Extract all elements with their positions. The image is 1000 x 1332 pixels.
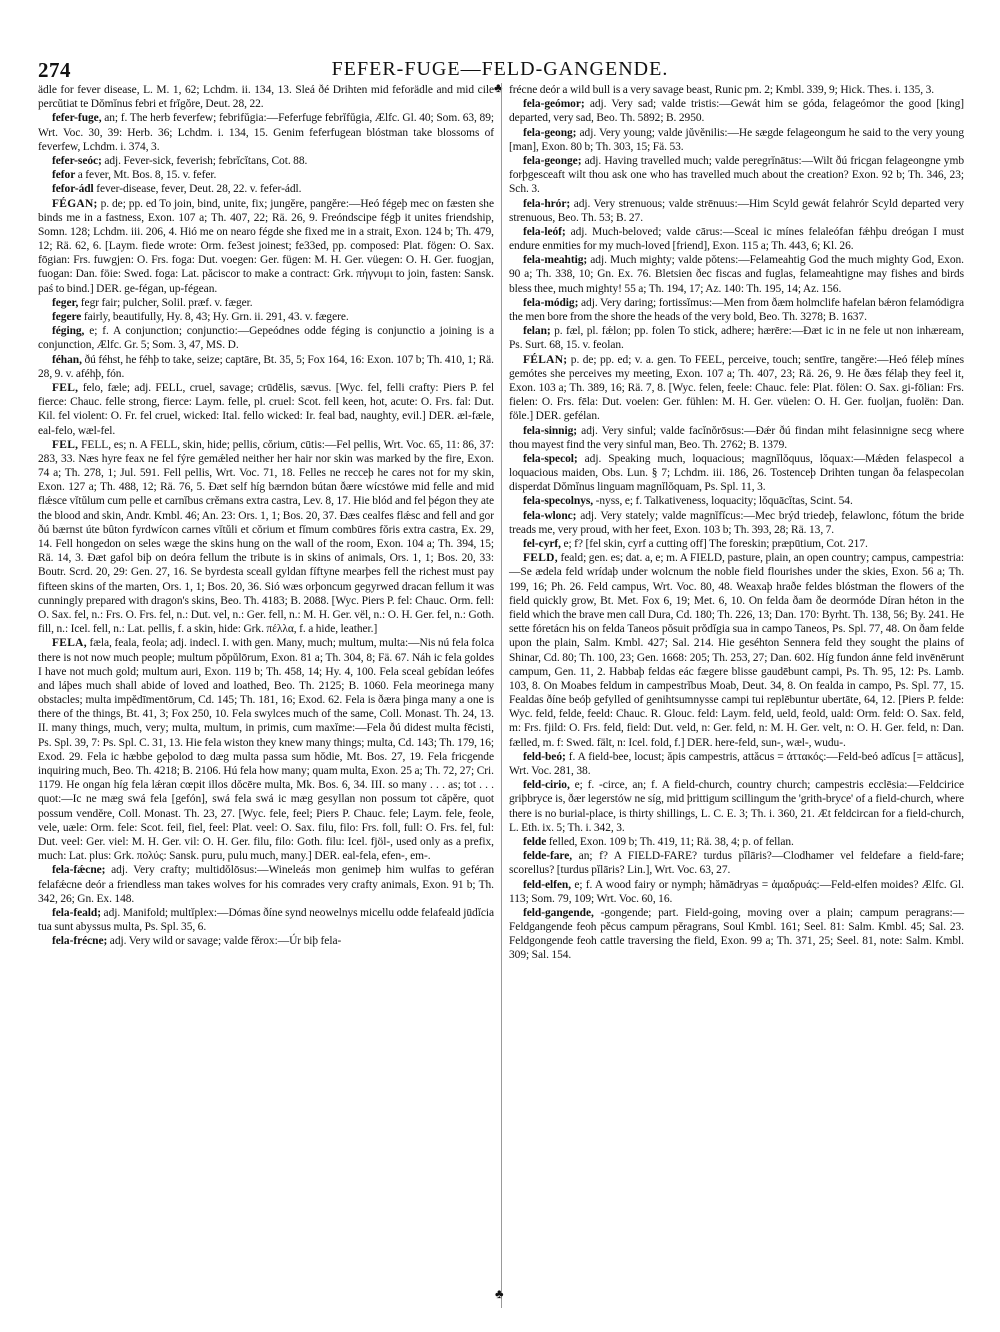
dictionary-entry xyxy=(38,934,494,948)
entry-definition: adj. Fever-sick, feverish; febrĭcĭtans, Cot. 88. xyxy=(104,154,308,167)
dictionary-entry xyxy=(38,182,494,196)
entry-definition: -nyss, e; f. Talkativeness, loquacity; lŏquācĭtas, Scint. 54. xyxy=(595,495,853,508)
entry-headword: FEL, xyxy=(52,438,79,451)
entry-headword: feld-cirio, xyxy=(523,779,570,792)
dictionary-entry xyxy=(38,83,494,111)
dictionary-entry xyxy=(38,168,494,182)
dictionary-entry xyxy=(38,353,494,381)
entry-headword: fel-cyrf, xyxy=(523,538,561,550)
entry-headword: fela-specol; xyxy=(523,452,578,465)
entry-definition: ädle for fever disease, L. M. 1, 62; Lchdm. ii. 134, 13. Sleá ðé Drihten mid feforädle and mid cile percŭtiat te Dŏmĭnus febri et frĭgŏre, Deut. 28, 22. xyxy=(38,84,494,111)
entry-definition: -gongende; part. Field-going, moving over a plain; campum peragrans:—Feldgangende feoh pĕcus campum pĕragrans, Soul Kmbl. 161; Seel. 81: Salm. Kmbl. 45; Sal. 23. Feldgongende feoh cattle traversing the field, Exon. 99 a; Th. 371, 25; Seel. 81, note: Salm. Kmbl. 309; Sal. 154. xyxy=(509,906,965,962)
entry-headword: fefor xyxy=(52,169,76,182)
dictionary-entry xyxy=(509,353,964,424)
entry-headword: fela-meahtig; xyxy=(523,254,588,267)
entry-definition: FELL, es; n. A FELL, skin, hide; pellis, cŏrium, cūtis:—Fel pellis, Wrt. Voc. 65, 11: 86, 37: 283, 33. Næs hyre feax ne fel fýre gemǽled neither her hair nor skin was marked by the fire, Exon. 74 a; Th. 278, 1; Jul. 591. Fell pellis, Wrt. Voc. 71, 18. Felles ne recceþ he cares not for my skin, Exon. 127 a; Th. 488, 12; Rä. 76, 5. Ðæt self híg bærndon bútan ðære wícstówe mid felle and mid flǽsce vĭtŭlum cum pelle et carnĭbus crĕmans extra castra, Lev. 8, 17. Hie blód and fel þégon they ate the blood and skin, Andr. Kmbl. 46; An. 23: Ors. 1, 1; Bos. 20, 37. Ðæs cealfes flǽsc and fell and gor ðú bærnst úte bûton fyrdwícon carnes vĭtŭli et cŏrium et fĭmum combūres fŏris extra castra, Ex. 29, 14. Fell hongedon on seles wæge the skins hung on the wall of the room, Exon. 104 a; Th. 394, 15; Rä. 14, 3. Ðæt gafol biþ on deóra fellum the tribute is in skins of animals, Ors. 1, 1; Bos. 20, 33: Boutr. Scrd. 20, 29: Gen. 27, 16. Se byrdesta sceall gyldan fíftyne mearþes fell the richest must pay fifteen skins of the marten, Ors. 1, 1; Bos. 20, 36. Sió wæs orþoncum gegyrwed dracan fellum it was cunningly prepared with dragon's skins, Beo. Th. 4183; B. 2088. [Wyc. Piers P. fel: Chauc. Orm. fell: O. Sax. fel, n.: Frs. O. Frs. fel, n.: Dut. vel, n.: Ger. fell, n.: M. H. Ger. vël, n.: O. H. Ger. fel, n.: Goth. fill, n.: Icel. fell, n.: Lat. pellis, f. a skin, hide: Grk. πέλλα, f. a hide, leather.] xyxy=(38,438,494,636)
entry-headword: fela-feald; xyxy=(52,906,101,919)
page-number: 274 xyxy=(38,58,71,82)
entry-definition: f. A field-bee, locust; ăpis campestris, attăcus = ἀττακός:—Feld-beó adĭcus [= attăcus], Wrt. Voc. 281, 38. xyxy=(509,750,964,777)
entry-headword: fela-fǽcne; xyxy=(52,864,106,877)
entry-headword: féging, xyxy=(52,325,85,338)
entry-definition: adj. Manifold; multĭplex:—Dómas ðíne synd neowelnys micellu odde felafeald jūdĭcia tua sunt abyssus multa, Ps. Spl. 35, 6. xyxy=(38,906,494,934)
dictionary-entry xyxy=(509,83,964,97)
entry-headword: fefer-seóc; xyxy=(52,154,102,167)
entry-definition: adj. Speaking much, loquacious; magnĭlŏquus, lŏquax:—Mǽden felaspecol a loquacious maiden, Obs. Lun. § 7; Lchdm. iii. 186, 26. Tostenceþ Drihten tungan ða felaspecolan disperdat Dŏmĭnus linguam magnĭlŏquam, Ps. Spl. 11, 3. xyxy=(509,452,964,494)
entry-headword: feld-gangende, xyxy=(523,906,594,919)
left-column xyxy=(38,83,494,948)
dictionary-entry xyxy=(38,863,494,906)
dictionary-entry xyxy=(509,906,964,963)
entry-headword: fefor-ádl xyxy=(52,183,94,196)
dictionary-entry xyxy=(509,452,964,495)
dictionary-entry xyxy=(38,636,494,863)
running-head: FEFER-FUGE—FELD-GANGENDE. xyxy=(331,58,669,80)
entry-definition: fairly, beautifully, Hy. 8, 43; Hy. Grn. ii. 291, 43. v. fægere. xyxy=(83,311,349,323)
entry-headword: FÉGAN; xyxy=(52,197,98,210)
dictionary-entry xyxy=(38,381,494,438)
entry-definition: adj. Very stately; valde magnĭfĭcus:—Mec brýd triedeþ, felawlonc, fótum the bride treads me, very proud, with her feet, Exon. 103 b; Th. 393, 28; Rä. 13, 7. xyxy=(509,509,964,536)
entry-headword: FÉLAN; xyxy=(523,353,568,366)
dictionary-entry xyxy=(38,906,494,934)
column-ornament-icon: ♣ xyxy=(494,80,503,95)
entry-headword: FELA, xyxy=(52,637,87,650)
entry-definition: fegr fair; pulcher, Solil. præf. v. fæger. xyxy=(80,296,253,309)
entry-definition: adj. Very strenuous; valde strēnuus:—Him Scyld gewát felahrór Scyld departed very strenuous, Beo. Th. 53; B. 27. xyxy=(509,197,964,224)
dictionary-entry xyxy=(38,197,494,296)
right-column xyxy=(509,83,964,963)
dictionary-entry xyxy=(509,126,964,154)
entry-headword: FELD, xyxy=(523,552,558,565)
entry-headword: fela-módig; xyxy=(523,296,579,309)
entry-headword: féhan, xyxy=(52,353,82,366)
dictionary-entry xyxy=(509,253,964,296)
dictionary-entry xyxy=(38,438,494,637)
entry-headword: fela-geong; xyxy=(523,126,577,139)
entry-definition: adj. Having travelled much; valde peregrĭnātus:—Wilt ðú fricgan felageongne ymb forþgesceaft wilt thou ask one who has travelled much about the creation? Exon. 92 b; Th. 346, 23; Sch. 3. xyxy=(509,154,964,196)
entry-definition: adj. Very young; valde jŭvĕnilis:—He sægde felageongum he said to the very young [man], Exon. 80 b; Th. 303, 15; Fä. 53. xyxy=(509,126,964,153)
entry-definition: adj. Very daring; fortissĭmus:—Men from ðæm holmclife hafelan bǽron felamódigra the men bore from the shore the heads of the very bold, Beo. Th. 3278; B. 1637. xyxy=(509,296,964,323)
entry-headword: felan; xyxy=(523,325,551,338)
entry-definition: e; f. A conjunction; conjunctio:—Gepeódnes odde féging is conjunctio a joining is a conjunction, Ælfc. Gr. 5; Som. 3, 47, MS. D. xyxy=(38,325,495,352)
entry-definition: an; f. The herb feverfew; febrifŭgia:—Feferfuge febrĭfŭgia, Ælfc. Gl. 40; Som. 63, 89; Wrt. Voc. 30, 39: Herb. 36; Lchdm. i. 134, 15. Genim feferfugean blóstman take blossoms of feverfew, Lchdm. i. 374, 3. xyxy=(38,112,494,153)
entry-definition: p. de; pp. ed; v. a. gen. To FEEL, perceive, touch; sentīre, tangĕre:—Heó féleþ mínes gemótes she perceives my meeting, Exon. 107 a; Th. 407, 23; Rä. 26, 9. He ðæs félaþ they feel it, Exon. 103 a; Th. 389, 16; Rä. 7, 8. [Wyc. felen, feele: Chauc. fele: Plat. fölen: O. Sax. gi-fōlian: Frs. fielen: O. Frs. fēla: Dut. voelen: Ger. fühlen: M. H. Ger. vüelen: O. H. Ger. fuoljan, fuolën: Dan. föle.] DER. gefélan. xyxy=(509,353,964,423)
entry-definition: e; f. -circe, an; f. A field-church, country church; campestris ecclēsia:—Feldcirice griþbryce is, ðær legerstów ne síg, mid þrittigum scillingum the 'grith-bryce' of a field-church, where there is no burial-place, is thirty shillings, L. C. E. 3; Th. i. 360, 21. Æt feldcircan for a field-church, L. Eth. ix. 5; Th. i. 342, 3. xyxy=(509,779,964,834)
entry-definition: felo, fæle; adj. FELL, cruel, savage; crūdēlis, sævus. [Wyc. fel, felli crafty: Piers P. fel fierce: Chauc. felle strong, fierce: Laym. felle, pl. cruel: Scot. fell keen, hot, acute: O. Frs. fal: Dut. Kil. fel violent: O. Fr. fel cruel, wicked: Ital. fello wicked: Ir. feal bad, naughty, evil.] DER. æl-fæle, eal-felo, wæl-fel. xyxy=(38,381,494,437)
dictionary-entry xyxy=(38,310,494,324)
entry-headword: fela-specolnys, xyxy=(523,495,594,508)
entry-headword: fela-frécne; xyxy=(52,935,108,948)
dictionary-entry xyxy=(509,778,964,835)
entry-headword: felde xyxy=(523,835,547,848)
entry-definition: adj. Very wild or savage; valde fĕrox:—Úr biþ fela- xyxy=(109,935,342,948)
entry-headword: FEL, xyxy=(52,381,79,394)
entry-definition: adj. Much-beloved; valde cārus:—Sceal ic mínes felaleófan fǽhþu dreógan I must endure enmities for my much-loved [friend], Exon. 115 a; Th. 443, 6; Kl. 26. xyxy=(509,225,964,253)
dictionary-entry xyxy=(509,97,964,125)
entry-definition: a fever, Mt. Bos. 8, 15. v. fefer. xyxy=(77,169,217,182)
entry-definition: adj. Very sinful; valde facĭnŏrōsus:—Ðǽr ðú findan miht felasinnigne secg where thou mayest find the very sinful man, Beo. Th. 2762; B. 1379. xyxy=(509,424,964,451)
dictionary-entry xyxy=(509,424,964,452)
entry-headword: fela-leóf; xyxy=(523,225,566,238)
dictionary-entry xyxy=(509,849,964,877)
entry-headword: feger, xyxy=(52,296,79,309)
entry-definition: p. fæl, pl. fǽlon; pp. folen To stick, adhere; hærēre:—Ðæt ic in ne fele ut non inhæream, Ps. Surt. 68, 15. v. feolan. xyxy=(509,325,964,352)
dictionary-entry xyxy=(38,154,494,168)
column-divider xyxy=(501,83,502,1308)
entry-headword: fela-hrór; xyxy=(523,197,571,210)
entry-headword: feld-beó; xyxy=(523,750,566,763)
entry-headword: feld-elfen, xyxy=(523,878,572,891)
dictionary-entry xyxy=(509,324,964,352)
entry-headword: fela-sinnig; xyxy=(523,424,578,437)
dictionary-entry xyxy=(509,509,964,537)
entry-definition: adj. Very sad; valde tristis:—Gewát him se góda, felageómor the good [king] departed, very sad, Beo. Th. 5892; B. 2950. xyxy=(509,98,964,125)
entry-headword: fela-geonge; xyxy=(523,154,582,167)
entry-headword: fela-geómor; xyxy=(523,98,585,111)
entry-definition: adj. Much mighty; valde pŏtens:—Felameahtig God the much mighty God, Exon. 90 a; Th. 338, 10; Gn. Ex. 76. Bletsien ðec fiscas and fuglas, felameahtigne may fishes and birds bless thee, much mighty! 55 a; Th. 194, 17; Az. 140: Th. 195, 14; Az. 156. xyxy=(509,254,964,295)
entry-definition: e; f. A wood fairy or nymph; hămādryas = ἁμαδρυάς:—Feld-elfen moides? Ælfc. Gl. 113; Som. 79, 109; Wrt. Voc. 60, 16. xyxy=(509,878,964,905)
dictionary-entry xyxy=(509,835,964,849)
entry-definition: ðú féhst, he féhþ to take, seize; captāre, Bt. 35, 5; Fox 164, 16: Exon. 107 b; Th. 410, 1; Rä. 28, 9. v. aféhþ, fón. xyxy=(38,353,494,380)
entry-definition: frécne deór a wild bull is a very savage beast, Runic pm. 2; Kmbl. 339, 9; Hick. Thes. i. 135, 3. xyxy=(509,84,935,96)
dictionary-entry xyxy=(509,537,964,551)
entry-definition: fever-disease, fever, Deut. 28, 22. v. fefer-ádl. xyxy=(96,183,302,196)
entry-definition: adj. Very crafty; multidŏlōsus:—Wineleás mon genimeþ him wulfas to geféran felafǽcne deór a friendless man takes wolves for his comrades very crafty animals, Exon. 91 b; Th. 342, 26; Gn. Ex. 148. xyxy=(38,864,494,905)
entry-definition: felled, Exon. 109 b; Th. 419, 11; Rä. 38, 4; p. of fellan. xyxy=(548,835,794,848)
entry-headword: fela-wlonc; xyxy=(523,509,577,522)
dictionary-entry xyxy=(509,750,964,778)
dictionary-entry xyxy=(509,197,964,225)
dictionary-entry xyxy=(509,154,964,197)
entry-headword: fefer-fuge, xyxy=(52,112,102,125)
dictionary-entry xyxy=(38,324,494,352)
entry-definition: an; f? A FIELD-FARE? turdus pĭlāris?—Clodhamer vel feldefare a field-fare; scorellus? [turdus pĭlāris? Lin.], Wrt. Voc. 63, 27. xyxy=(509,850,964,877)
entry-definition: p. de; pp. ed To join, bind, unite, fix; jungĕre, pangĕre:—Heó fégeþ mec on fæsten she binds me in a fastness, Exon. 107 a; Th. 407, 22; Rä. 26, 9. Freóndscipe fégþ it unites friendship, Somn. 128; Lchdm. iii. 206, 4. Hió me on nearo fégde she fixed me in a strait, Exon. 124 b; Th. 479, 12; Rä. 62, 6. [Laym. fiede wrote: Orm. fe3est joinest; fe33ed, pp. composed: Plat. fögen: O. Sax. fōgian: Frs. fuwgjen: O. Frs. foga: Dut. voegen: Ger. fügen: M. H. Ger. vüegen: O. H. Ger. fuogjan, fuogan: Dan. föie: Swed. foga: Lat. păciscor to make a contract: Grk. πήγνυμι to join, fasten: Sansk. paś to bind.] DER. ge-fégan, up-fégean. xyxy=(38,197,495,295)
dictionary-entry xyxy=(38,111,494,154)
dictionary-entry xyxy=(509,878,964,906)
dictionary-entry xyxy=(509,296,964,324)
column-ornament-icon: ♣ xyxy=(495,1286,504,1301)
entry-definition: feald; gen. es; dat. a, e; m. A FIELD, pasture, plain, an open country; campus, campestria:—Se ædela feld wrídaþ under wolcnum the noble field flourishes under the skies, Exon. 56 a; Th. 199, 16; Ph. 26. Feld campus, Wrt. Voc. 80, 48. Weaxaþ hraðe feldes blóstman the flowers of the field quickly grow, Bt. Met. Fox 6, 19; Met. 6, 10. On felda ðam ðe deormóde Díran héton in the field which the brave men call Dura, Cd. 180; Th. 226, 13; Dan. 170: Byrht. Th. 138, 56; By. 241. He sette fóretácn his on felda Taneos pŏsuit prŏdĭgia sua in campo Taneos, Ps. Spl. 77, 48. On ðam felde upon the plain, Salm. Kmbl. 427; Sal. 214. Hie geséhton Sennera feld they sought the plains of Shinar, Cd. 80; Th. 100, 23; Gen. 1668: 205; Th. 253, 27; Dan. 602. Híg fundon ánne feld invēnērunt campum, Gen. 11, 2. Habbaþ feldas eác fægere blisse gaudēbunt campi, Ps. Th. 95, 12: Ps. Lamb. 103, 8. On Moabes feldum in campestrĭbus Moab, Deut. 34, 8. On fealda in campo, Ps. Spl. 77, 15. Fealdas ðíne beóþ gefylled of genihtsumnysse campi tui replēbuntur ubertāte, 64, 12. [Piers P. felde: Wyc. feld, felde, feeld: Chauc. R. Glouc. feld: Laym. feld, ueld, feold, uald: Orm. feld: O. Sax. feld, m: Frs. fjild: O. Frs. feld, field: Dut. veld, n: Ger. feld, n: M. H. Ger. velt, n: O. H. Ger. feld, n: Dan. fælled, m. f: Swed. fält, n: Icel. fold, f.] DER. here-feld, sun-, wæl-, wudu-. xyxy=(509,552,964,749)
entry-headword: felde-fare, xyxy=(523,850,573,863)
dictionary-entry xyxy=(509,494,964,508)
dictionary-entry xyxy=(509,225,964,253)
entry-headword: fegere xyxy=(52,311,82,323)
entry-definition: fæla, feala, feola; adj. indecl. I. with gen. Many, much; multum, multa:—Nis nú fela folca there is not now much people; multum pŏpŭlōrum, Exon. 81 a; Th. 304, 8; Fä. 67. Náh ic fela goldes I have not much gold; multum auri, Exon. 119 b; Th. 458, 14; Hy. 4, 100. Fela sceal gebídan leófes and láþes much shall abide of loved and loathed, Beo. Th. 2125; B. 1060. Fela meorinega many obstacles; multa impĕdīmentōrum, Cd. 145; Th. 181, 16; Exod. 62. Fela is ðæra þinga many a one is there of the things, Bt. 41, 3; Fox 250, 10. Fela swylces much of the same, Coll. Monast. Th. 24, 13. II. many things, much, very; multa, multum, in primis, cum maxĭme:—Fela ðú didest multa fēcisti, Ps. Spl. 39, 7: Ps. Spl. C. 31, 13. Hie fela wiston they knew many things; multa, Cd. 143; Th. 179, 16; Exod. 29. Fela ic hæbbe geþolod to dæg multa passa sum hŏdie, Mt. Bos. 27, 19. Fela fricgende inquiring much, Beo. Th. 4218; B. 2106. Hú fela how many; quam multa, Exon. 25 a; Th. 72, 27; Cri. 1179. He ongan híg fela lǽran cœpit illos dŏcēre multa, Mk. Bos. 6, 34. III. so many . . . as; tot . . . quot:—Ic ne mæg swá fela [gefón], swá fela swá ic mæg gesyllan non possum tot căpĕre, quot possum vendĕre, Coll. Monast. Th. 23, 27. [Wyc. fele, feel; Piers P. Chauc. fele; Laym. fele, feole, vele, uæle: Orm. fele: Scot. feil, fiel, feel: Plat. veel: O. Sax. filu, filo: Frs. foll, full: O. Frs. fel, ful: Dut. veel: Ger. viel: M. H. Ger. vil: O. H. Ger. filu, filo: Goth. filu: Icel. fjöl-, used only as a prefix, much: Lat. plus: Grk. πολύς: Sansk. puru, pulu much, many.] DER. eal-fela, efen-, em-. xyxy=(38,637,495,863)
dictionary-entry xyxy=(509,551,964,750)
entry-definition: e; f? [fel skin, cyrf a cutting off] The foreskin; præpūtium, Cot. 217. xyxy=(563,538,868,550)
dictionary-entry xyxy=(38,296,494,310)
